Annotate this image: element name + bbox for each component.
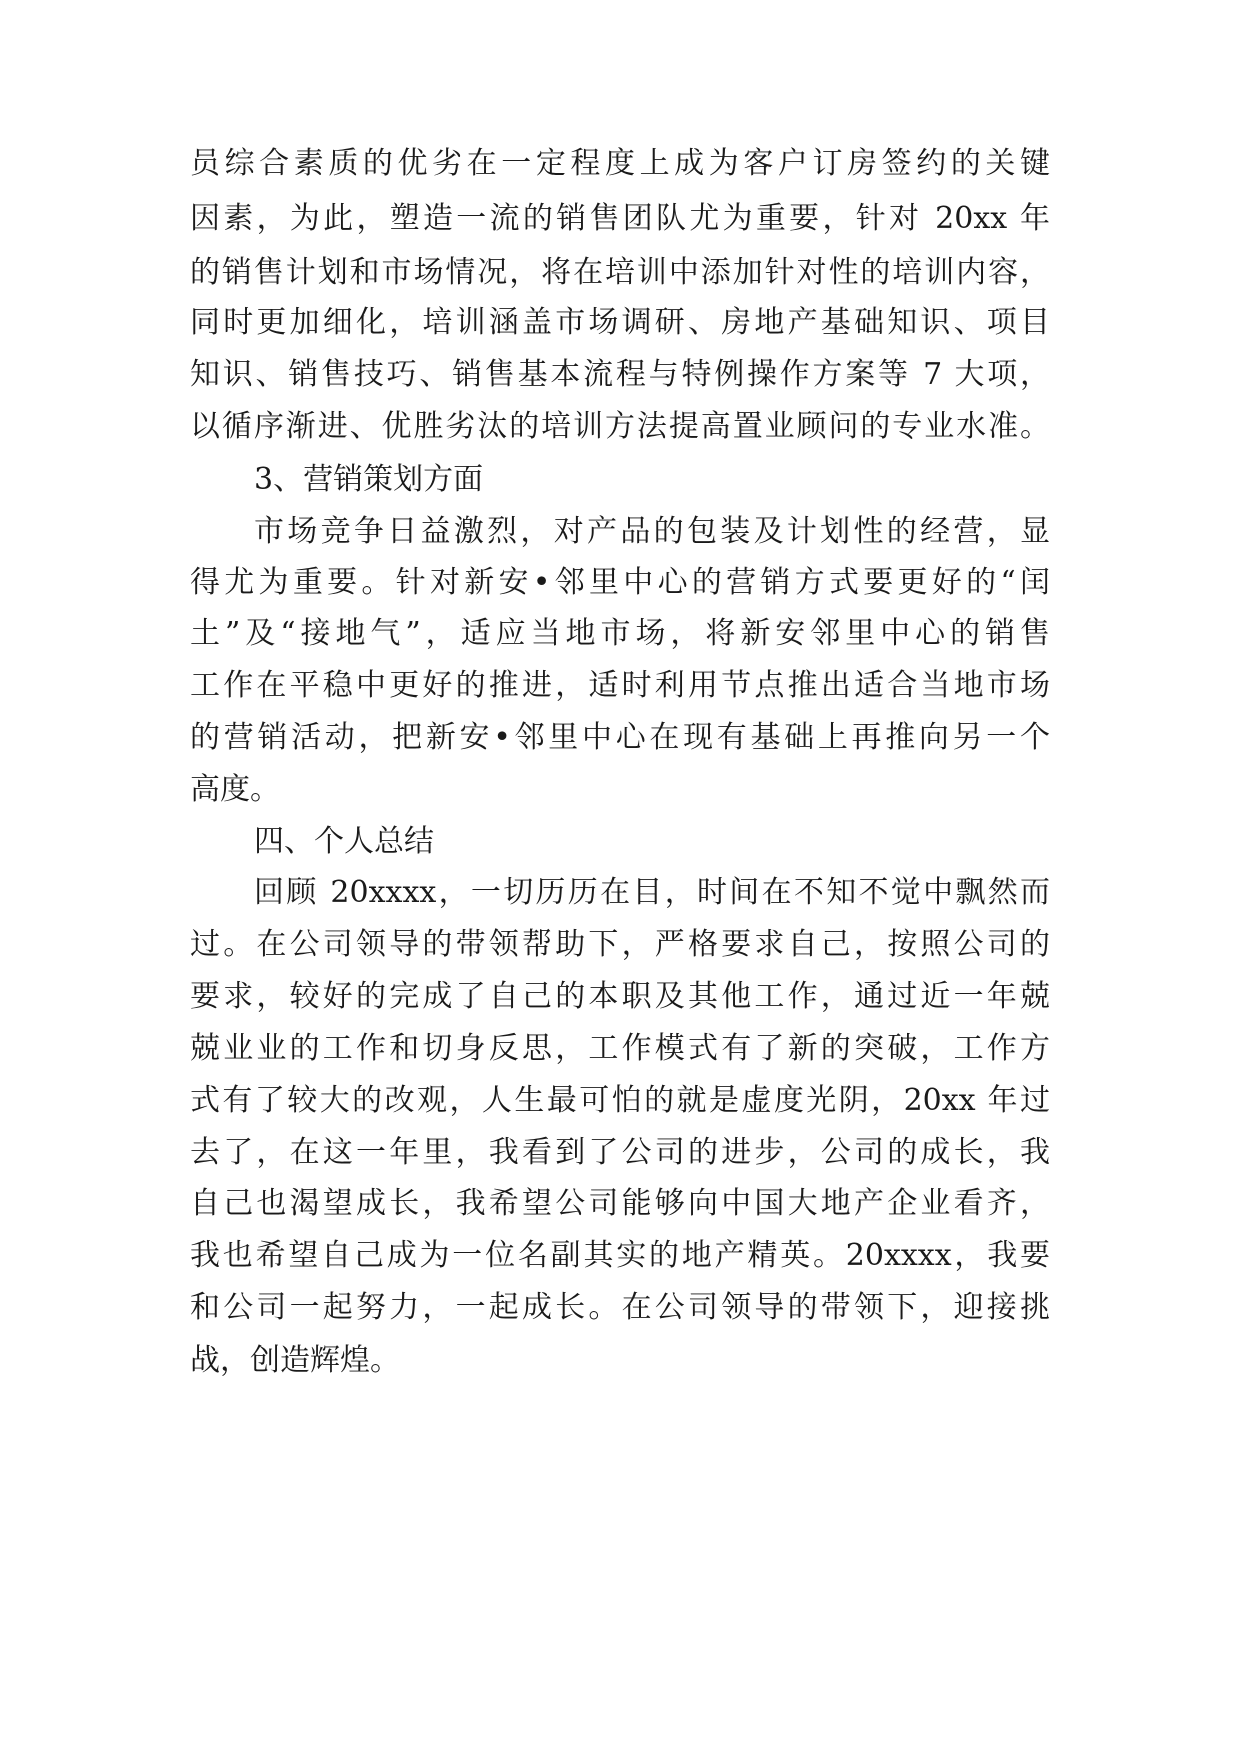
paragraph-line: 市场竞争日益激烈，对产品的包装及计划性的经营，显 (254, 514, 1050, 549)
paragraph-line: 战，创造辉煌。 (190, 1343, 400, 1378)
paragraph-line: 过。在公司领导的带领帮助下，严格要求自己，按照公司的 (190, 927, 1050, 962)
paragraph-line: 工作在平稳中更好的推进，适时利用节点推出适合当地市场 (190, 668, 1050, 703)
paragraph-line: 我也希望自己成为一位名副其实的地产精英。20xxxx，我要 (190, 1238, 1050, 1273)
paragraph-line: 土”及“接地气”，适应当地市场，将新安邻里中心的销售 (190, 616, 1050, 651)
paragraph-line: 的销售计划和市场情况，将在培训中添加针对性的培训内容， (190, 255, 1050, 290)
paragraph-line: 因素，为此，塑造一流的销售团队尤为重要，针对 20xx 年 (190, 201, 1050, 236)
paragraph-line: 的营销活动，把新安•邻里中心在现有基础上再推向另一个 (190, 720, 1050, 755)
section-heading: 四、个人总结 (254, 824, 434, 859)
paragraph-line: 要求，较好的完成了自己的本职及其他工作，通过近一年兢 (190, 979, 1050, 1014)
paragraph-line: 高度。 (190, 772, 280, 807)
paragraph-line: 兢业业的工作和切身反思，工作模式有了新的突破，工作方 (190, 1031, 1050, 1066)
paragraph-line: 同时更加细化，培训涵盖市场调研、房地产基础知识、项目 (190, 305, 1050, 340)
paragraph-line: 以循序渐进、优胜劣汰的培训方法提高置业顾问的专业水准。 (190, 409, 1050, 444)
paragraph-line: 回顾 20xxxx，一切历历在目，时间在不知不觉中飘然而 (254, 875, 1050, 910)
paragraph-line: 式有了较大的改观，人生最可怕的就是虚度光阴，20xx 年过 (190, 1083, 1050, 1118)
paragraph-line: 知识、销售技巧、销售基本流程与特例操作方案等 7 大项， (190, 357, 1050, 392)
section-heading: 3、营销策划方面 (254, 462, 484, 497)
paragraph-line: 去了，在这一年里，我看到了公司的进步，公司的成长，我 (190, 1135, 1050, 1170)
paragraph-line: 和公司一起努力，一起成长。在公司领导的带领下，迎接挑 (190, 1290, 1050, 1325)
paragraph-line: 自己也渴望成长，我希望公司能够向中国大地产企业看齐， (190, 1186, 1050, 1221)
paragraph-line: 得尤为重要。针对新安•邻里中心的营销方式要更好的“闰 (190, 565, 1050, 600)
paragraph-line: 员综合素质的优劣在一定程度上成为客户订房签约的关键 (190, 146, 1050, 181)
